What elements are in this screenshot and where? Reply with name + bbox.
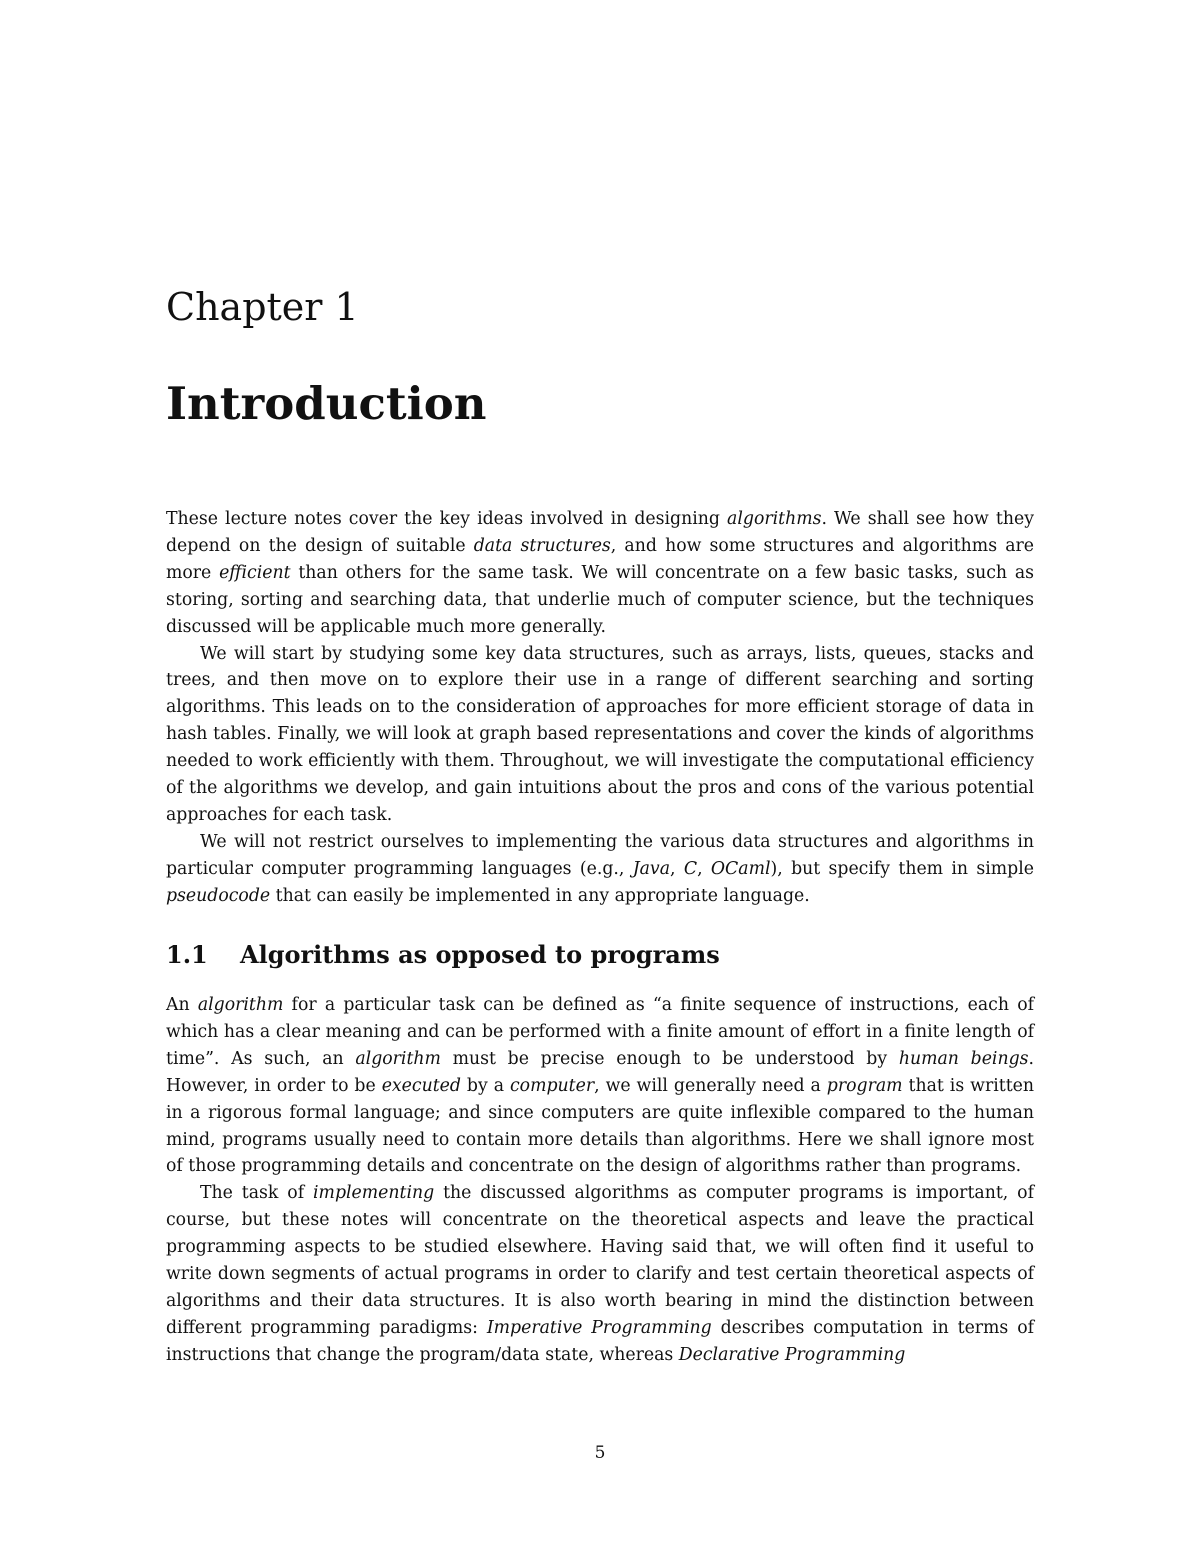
text-run: by a [460,1075,510,1096]
text-run: An [166,995,198,1015]
text-run: than others for the same task. We will concentrate on a few basic tasks, such as storing, sorting and searching data, that underlie much of computer science, but the techniques discussed will be applicable much more generally. [166,562,1034,637]
text-run: These lecture notes cover the key ideas involved in designing [166,509,728,529]
emphasis-ocaml: OCaml [710,858,771,879]
text-run: , we will generally need a [594,1075,827,1096]
emphasis-human-beings: human beings [898,1048,1029,1069]
emphasis-pseudocode: pseudocode [166,885,271,906]
text-run: ), but specify them in simple [770,858,1034,879]
emphasis-algorithm: algorithm [355,1048,441,1069]
intro-paragraph-3 [166,829,1034,910]
emphasis-imperative-programming: Imperative Programming [486,1317,712,1338]
chapter-label: Chapter 1 [166,285,359,329]
emphasis-java: Java [632,858,670,879]
text-run: . We shall see how they depend on the design of suitable [166,509,1034,556]
section-number: 1.1 [166,940,208,969]
text-run: for a particular task can be defined as “a finite sequence of instructions, each of which has a clear meaning and can be performed with a finite amount of effort in a finite length of time”. As such, an [166,995,1034,1069]
section-text [166,992,1034,1369]
text-run: must be precise enough to be understood by [440,1048,899,1069]
emphasis-algorithm: algorithm [197,995,284,1015]
text-run: , [697,858,711,879]
section-paragraph-2 [166,1180,1034,1368]
text-run: The task of [200,1183,314,1204]
section-title: Algorithms as opposed to programs [240,940,720,969]
intro-text [166,506,1034,910]
section-heading [166,938,720,972]
emphasis-data-structures: data structures [473,535,611,556]
text-run: , [670,858,684,879]
emphasis-c: C [683,858,698,879]
text-run: We will not restrict ourselves to implementing the various data structures and algorithms in particular computer programming languages (e.g., [166,831,1034,879]
text-run: the discussed algorithms as computer programs is important, of course, but these notes will concentrate on the theoretical aspects and leave the practical programming aspects to be studied elsewhere. Having said that, we will often find it useful to write down segments of actual programs in order to clarify and test certain theoretical aspects of algorithms and their data structures. It is also worth bearing in mind the distinction between different programming paradigms: [166,1183,1034,1338]
intro-paragraph-1 [166,506,1034,641]
text-run: that can easily be implemented in any appropriate language. [270,885,810,906]
emphasis-algorithms: algorithms [727,509,822,529]
text-run: that is written in a rigorous formal language; and since computers are quite inflexible compared to the human mind, programs usually need to contain more details than algorithms. Here we shall ignore most of those programming details and concentrate on the design of algorithms rather than programs. [166,1075,1034,1177]
chapter-title: Introduction [166,377,487,430]
emphasis-computer: computer [510,1075,595,1096]
section-paragraph-1 [166,992,1034,1180]
emphasis-implementing: implementing [313,1183,435,1204]
emphasis-efficient: efficient [219,562,291,583]
text-run: , and how some structures and algorithms are more [166,535,1034,583]
text-run: describes computation in terms of instructions that change the program/data state, whereas [166,1317,1035,1365]
emphasis-program: program [826,1075,903,1096]
text-run: . However, in order to be [166,1048,1035,1096]
emphasis-declarative-programming: Declarative Programming [678,1344,906,1365]
page-number: 5 [594,1443,606,1463]
intro-paragraph-2: We will start by studying some key data structures, such as arrays, lists, queues, stacks and trees, and then move on to explore their use in a range of different searching and sorting algorithms. This leads on to the consideration of approaches for more efficient storage of data in hash tables. Finally, we will look at graph based representations and cover the kinds of algorithms needed to work efficiently with them. Throughout, we will investigate the computational efficiency of the algorithms we develop, and gain intuitions about the pros and cons of the various potential approaches for each task. [166,643,1034,825]
emphasis-executed: executed [381,1075,461,1096]
